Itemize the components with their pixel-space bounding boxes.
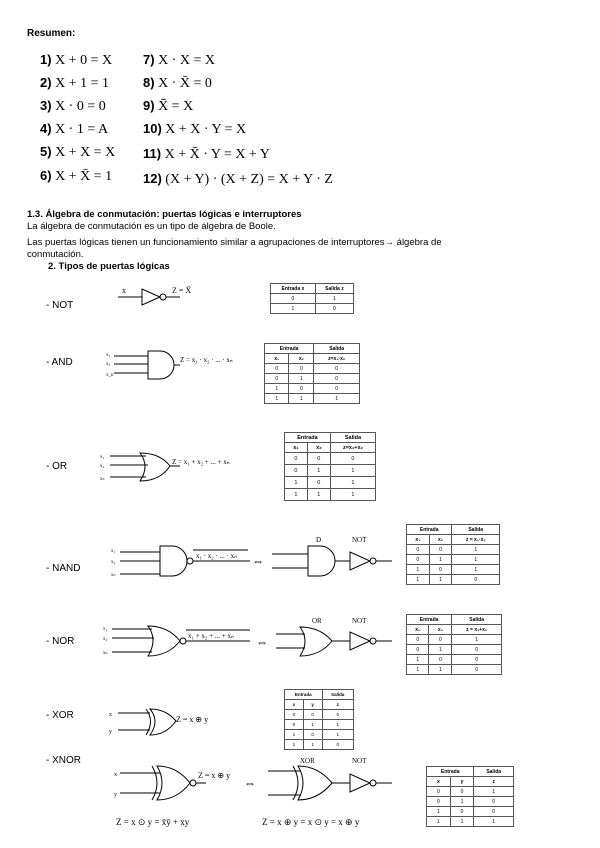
law-11: 11) X + X̄ · Y = X + Y [143, 146, 270, 162]
table-cell: 0 [427, 787, 451, 797]
table-cell: 1 [285, 740, 304, 750]
law-7: 7) X · X = X [143, 52, 215, 68]
table-cell: z=x₁+x₂ [330, 443, 375, 453]
table-cell: 0 [271, 294, 316, 304]
diagram-label: x₁ [103, 627, 108, 632]
table-cell: 1 [289, 394, 314, 404]
diagram-label: x₁ [100, 455, 105, 460]
table-cell: 0 [265, 374, 289, 384]
table-cell: 1 [407, 655, 429, 665]
gate-label-xor: - XOR [46, 710, 74, 721]
law-3: 3) X · 0 = 0 [40, 98, 106, 114]
table-cell: 1 [307, 489, 330, 501]
table-cell: 1 [285, 477, 308, 489]
table-cell: 0 [285, 465, 308, 477]
table-cell: 1 [271, 304, 316, 314]
table-cell: 1 [330, 465, 375, 477]
table-cell: Salida [474, 767, 514, 777]
section-p2a: Las puertas lógicas tienen un funcionamiento similar a agrupaciones de interruptores→ álgebra de [27, 237, 442, 248]
table-cell: Salida [322, 690, 354, 700]
diagram-label: x_n [106, 373, 114, 378]
diagram-label: D [316, 536, 322, 544]
table-cell: x₂ [289, 354, 314, 364]
table-cell: 0 [285, 710, 304, 720]
nor-equiv-arrow: ⇔ [256, 635, 268, 649]
table-cell: 1 [452, 545, 500, 555]
table-cell: Entrada x [271, 284, 316, 294]
section-title: 1.3. Álgebra de conmutación: puertas lógicas e interruptores [27, 209, 302, 220]
table-cell: 0 [452, 645, 502, 655]
table-cell: 1 [330, 477, 375, 489]
table-cell: y [450, 777, 474, 787]
nand-output-label: x₁ · x₂ · ... · xₙ [196, 552, 237, 560]
or-output-label: Z = x₁ + x₂ + ... + xₙ [172, 458, 230, 466]
diagram-label: NOT [352, 617, 367, 625]
diagram-label: XOR [300, 757, 315, 765]
table-cell: y [303, 700, 322, 710]
nand-equiv-arrow: ⇔ [252, 554, 264, 568]
and-output-label: Z = x₁ · x₂ · ... · xₙ [180, 356, 233, 364]
section-subtitle: 2. Tipos de puertas lógicas [48, 261, 170, 272]
law-6: 6) X + X̄ = 1 [40, 168, 113, 184]
diagram-label: x₁ [106, 353, 111, 358]
table-cell: x [427, 777, 451, 787]
table-cell: Entrada [285, 690, 323, 700]
table-cell: 0 [314, 374, 360, 384]
xnor-gate-symbol [114, 757, 392, 827]
table-cell: 0 [285, 453, 308, 465]
table-cell: 1 [427, 817, 451, 827]
truth-table-xor [284, 689, 354, 750]
table-cell: 0 [474, 807, 514, 817]
law-12: 12) (X + Y) · (X + Z) = X + Y · Z [143, 171, 333, 187]
truth-table-xnor [426, 766, 514, 827]
law-10: 10) X + X · Y = X [143, 121, 247, 137]
table-cell: Entrada [407, 615, 452, 625]
diagram-label: x₂ [106, 362, 111, 367]
table-cell: 0 [322, 740, 354, 750]
table-cell: 0 [322, 710, 354, 720]
table-cell: 1 [285, 730, 304, 740]
diagram-label: xₙ [100, 477, 105, 482]
table-cell: z = x₁·x₂ [452, 535, 500, 545]
table-cell: x₁ [407, 535, 430, 545]
table-cell: Salida [452, 615, 502, 625]
nor-gate-symbol [103, 617, 392, 656]
nor-output-label: x₁ + x₂ + ... + xₙ [188, 632, 234, 640]
table-cell: Salida [314, 344, 360, 354]
diagram-label: NOT [352, 536, 367, 544]
table-cell: 0 [289, 384, 314, 394]
table-cell: 1 [303, 720, 322, 730]
not-gate-symbol [118, 286, 191, 305]
not-output-label: Z = X̄ [172, 286, 192, 295]
gate-label-xnor: - XNOR [46, 755, 81, 766]
table-cell: 0 [307, 477, 330, 489]
table-cell: Salida [330, 433, 375, 443]
diagram-label: OR [312, 617, 322, 625]
section-p2b: conmutación. [27, 249, 84, 260]
law-4: 4) X · 1 = A [40, 121, 109, 137]
table-cell: 1 [322, 730, 354, 740]
table-cell: x₂ [307, 443, 330, 453]
diagram-label: y [114, 792, 117, 798]
table-cell: 1 [265, 394, 289, 404]
and-gate-symbol [106, 351, 233, 379]
table-cell: 1 [330, 489, 375, 501]
table-cell: z = x₁+x₂ [452, 625, 502, 635]
xnor-equation-1: Z = x ⊙ y = x̄ȳ + xy [116, 817, 190, 827]
table-cell: 1 [450, 797, 474, 807]
table-cell: 1 [452, 565, 500, 575]
law-5: 5) X + X = X [40, 144, 116, 160]
resumen-title: Resumen: [27, 28, 76, 39]
table-cell: 1 [285, 489, 308, 501]
diagram-label: xₙ [111, 573, 116, 578]
table-cell: 1 [315, 294, 353, 304]
table-cell: 0 [450, 807, 474, 817]
table-cell: 0 [303, 710, 322, 720]
xnor-equiv-arrow: ⇔ [244, 776, 256, 790]
table-cell: 0 [407, 635, 429, 645]
gate-label-and: - AND [46, 357, 73, 368]
table-cell: 0 [303, 730, 322, 740]
table-cell: 0 [265, 364, 289, 374]
diagram-label: x [109, 712, 112, 718]
diagram-label: y [109, 729, 112, 735]
table-cell: 1 [429, 575, 452, 585]
table-cell: 0 [314, 384, 360, 394]
table-cell: 0 [315, 304, 353, 314]
diagram-label: xₙ [103, 651, 108, 656]
table-cell: z=x₁·x₂ [314, 354, 360, 364]
table-cell: 0 [452, 575, 500, 585]
table-cell: x₁ [285, 443, 308, 453]
table-cell: 0 [474, 797, 514, 807]
gate-label-not: - NOT [46, 300, 74, 311]
diagram-label: x₁ [111, 549, 116, 554]
gate-label-nand: - NAND [46, 563, 81, 574]
table-cell: 0 [450, 787, 474, 797]
not-input-label: x [122, 286, 126, 295]
table-cell: 0 [314, 364, 360, 374]
table-cell: Salida [452, 525, 500, 535]
table-cell: 0 [427, 797, 451, 807]
xor-gate-symbol [109, 709, 208, 735]
table-cell: 1 [429, 555, 452, 565]
table-cell: 1 [474, 817, 514, 827]
table-cell: 1 [322, 720, 354, 730]
nand-gate-symbol [111, 536, 392, 578]
table-cell: 1 [429, 645, 452, 655]
table-cell: 0 [407, 545, 430, 555]
table-cell: 0 [429, 635, 452, 645]
table-cell: 0 [285, 720, 304, 730]
table-cell: Entrada [285, 433, 331, 443]
truth-table-or [284, 432, 376, 501]
table-cell: 0 [407, 645, 429, 655]
diagram-label: x₂ [100, 464, 105, 469]
table-cell: 1 [314, 394, 360, 404]
diagram-label: x [114, 772, 117, 778]
truth-table-nand [406, 524, 500, 585]
table-cell: 1 [307, 465, 330, 477]
table-cell: 1 [452, 555, 500, 565]
table-cell: 1 [452, 635, 502, 645]
table-cell: 0 [429, 655, 452, 665]
diagram-label: x₂ [103, 637, 108, 642]
table-cell: Salida z [315, 284, 353, 294]
truth-table-nor [406, 614, 502, 675]
table-cell: 1 [265, 384, 289, 394]
table-cell: 1 [474, 787, 514, 797]
table-cell: x₁ [407, 625, 429, 635]
table-cell: 1 [407, 665, 429, 675]
table-cell: z [322, 700, 354, 710]
table-cell: 1 [429, 665, 452, 675]
table-cell: Entrada [265, 344, 314, 354]
law-8: 8) X · X̄ = 0 [143, 75, 212, 91]
xnor-output-label: Z = x ⊕ y [198, 771, 231, 780]
table-cell: 0 [330, 453, 375, 465]
table-cell: 1 [427, 807, 451, 817]
table-cell: 0 [307, 453, 330, 465]
table-cell: 0 [289, 364, 314, 374]
xor-output-label: Z = x ⊕ y [176, 715, 209, 724]
law-9: 9) X̄̄ = X [143, 98, 194, 114]
table-cell: x₁ [265, 354, 289, 364]
table-cell: x₂ [429, 535, 452, 545]
section-p1: La álgebra de conmutación es un tipo de álgebra de Boole. [27, 221, 276, 232]
table-cell: Entrada [407, 525, 452, 535]
table-cell: 1 [407, 575, 430, 585]
table-cell: 0 [452, 665, 502, 675]
or-gate-symbol [100, 453, 230, 482]
gate-label-nor: - NOR [46, 636, 75, 647]
table-cell: z [474, 777, 514, 787]
gate-label-or: - OR [46, 461, 68, 472]
table-cell: 1 [289, 374, 314, 384]
diagram-label: NOT [352, 757, 367, 765]
table-cell: 0 [452, 655, 502, 665]
table-cell: 1 [303, 740, 322, 750]
table-cell: 0 [407, 555, 430, 565]
law-2: 2) X + 1 = 1 [40, 75, 109, 91]
truth-table-not [270, 283, 354, 314]
table-cell: 0 [429, 545, 452, 555]
diagram-label: x₂ [111, 560, 116, 565]
table-cell: 0 [429, 565, 452, 575]
truth-table-and [264, 343, 360, 404]
table-cell: 1 [450, 817, 474, 827]
table-cell: 1 [407, 565, 430, 575]
table-cell: x₂ [429, 625, 452, 635]
xnor-equation-2: Z = x ⊕ y = x ⊙ y = x ⊕ y [262, 817, 360, 827]
table-cell: x [285, 700, 304, 710]
table-cell: Entrada [427, 767, 474, 777]
law-1: 1) X + 0 = X [40, 52, 113, 68]
